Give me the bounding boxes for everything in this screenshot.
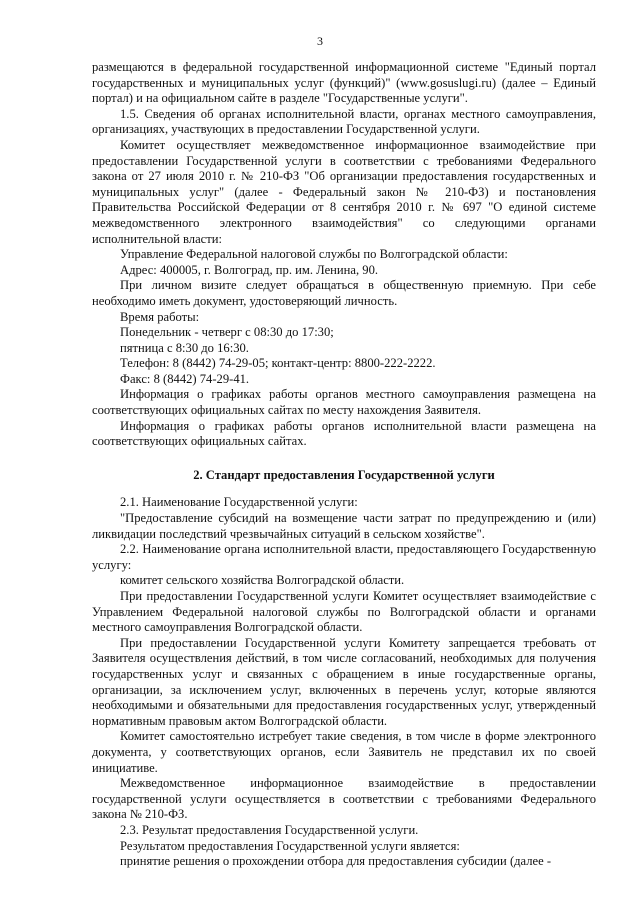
page-number: 3: [317, 34, 323, 48]
section-title: 2. Стандарт предоставления Государственной услуги: [193, 467, 495, 482]
paragraph: Телефон: 8 (8442) 74-29-05; контакт-центр: 8800-222-2222.: [120, 356, 436, 371]
paragraph: 1.5. Сведения об органах исполнительной власти, органах местного самоуправления, организациях, участвующих в предоставлении Государственной услуги.: [92, 106, 596, 137]
paragraph: Комитет самостоятельно истребует такие сведения, в том числе в форме электронного документа, у соответствующих органов, если Заявитель не представил их по своей инициативе.: [92, 729, 596, 775]
paragraph: При личном визите следует обращаться в общественную приемную. При себе необходимо иметь документ, удостоверяющий личность.: [92, 278, 596, 308]
paragraph: "Предоставление субсидий на возмещение части затрат по предупреждению и (или) ликвидации последствий чрезвычайных ситуаций в сельском хозяйстве".: [92, 511, 596, 541]
paragraph: Информация о графиках работы органов исполнительной власти размещена на соответствующих официальных сайтах.: [92, 418, 596, 449]
paragraph: пятница с 8:30 до 16:30.: [120, 340, 249, 355]
paragraph: принятие решения о прохождении отбора для предоставления субсидии (далее -: [120, 854, 552, 869]
document-body: [92, 60, 596, 870]
paragraph: При предоставлении Государственной услуги Комитет осуществляет взаимодействие с Управлением Федеральной налоговой службы по Волгоградской области и органами местного самоуправления Волгоградской области.: [92, 589, 596, 635]
paragraph: Комитет осуществляет межведомственное информационное взаимодействие при предоставлении Государственной услуги в соответствии с требованиями Федерального закона от 27 июля 2010 г. № 210-ФЗ "Об организации предоставления государственных и муниципальных услуг" (далее - Федеральный закон № 210-ФЗ) и постановления Правительства Российской Федерации от 8 сентября 2010 г. № 697 "О единой системе межведомственного электронного взаимодействия" со следующими органами исполнительной власти:: [92, 137, 596, 246]
paragraph: 2.2. Наименование органа исполнительной власти, предоставляющего Государственную услугу:: [92, 542, 596, 572]
paragraph: Межведомственное информационное взаимодействие в предоставлении государственной услуги осуществляется в соответствии с требованиями Федерального закона № 210-ФЗ.: [92, 776, 596, 822]
paragraph: Понедельник - четверг с 08:30 до 17:30;: [120, 325, 334, 340]
paragraph: Результатом предоставления Государственной услуги является:: [120, 838, 460, 853]
paragraph: 2.1. Наименование Государственной услуги:: [120, 495, 358, 510]
paragraph: Управление Федеральной налоговой службы по Волгоградской области:: [120, 247, 508, 262]
paragraph: При предоставлении Государственной услуги Комитету запрещается требовать от Заявителя осуществления действий, в том числе согласований, необходимых для получения государственных услуг и связанных с обращением в иные государственные органы, организации, за исключением услуг, включенных в перечень услуг, которые являются необходимыми и обязательными для предоставления государственных услуг, утвержденный нормативным правовым актом Волгоградской области.: [92, 635, 596, 728]
paragraph: Факс: 8 (8442) 74-29-41.: [120, 371, 250, 386]
paragraph: 2.3. Результат предоставления Государственной услуги.: [120, 822, 419, 837]
paragraph: Информация о графиках работы органов местного самоуправления размещена на соответствующих официальных сайтах по месту нахождения Заявителя.: [92, 387, 596, 418]
paragraph: комитет сельского хозяйства Волгоградской области.: [120, 573, 405, 588]
paragraph: размещаются в федеральной государственной информационной системе "Единый портал государственных и муниципальных услуг (функций)" (www.gosuslugi.ru) (далее – Единый портал) и на официальном сайте в разделе "Государственные услуги".: [92, 60, 596, 106]
paragraph: Время работы:: [120, 309, 200, 324]
paragraph: Адрес: 400005, г. Волгоград, пр. им. Ленина, 90.: [120, 262, 379, 277]
